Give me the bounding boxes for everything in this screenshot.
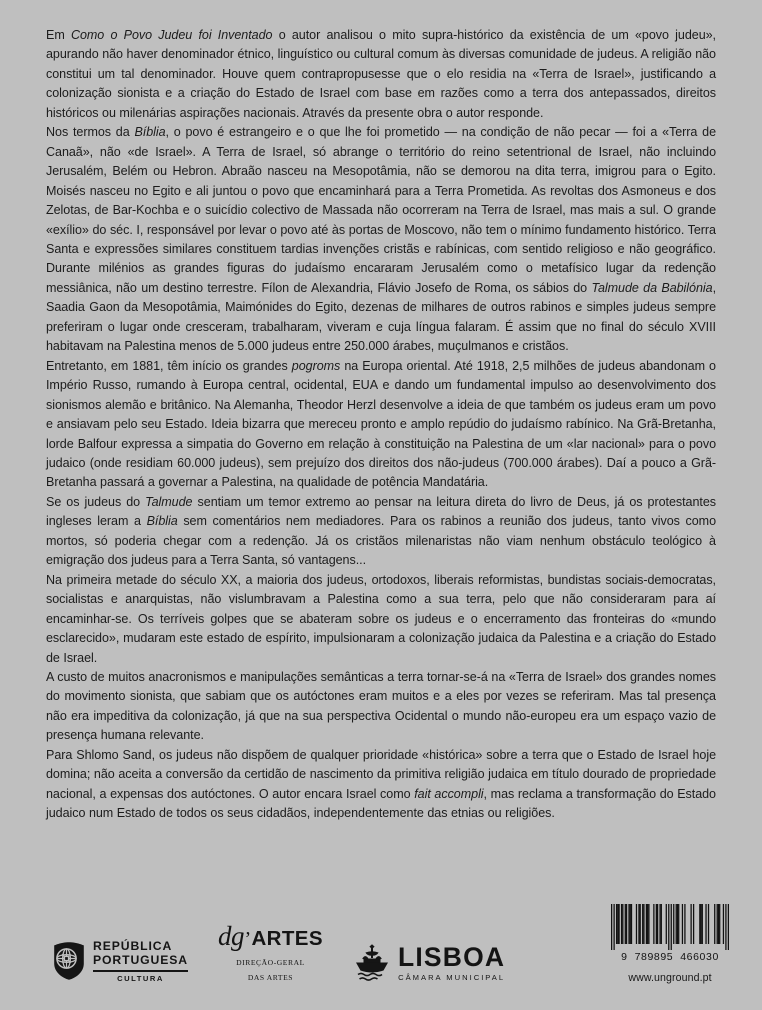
armillary-sphere-shield-icon [52,941,86,981]
ean13-barcode [611,904,729,950]
caravel-ship-ravens-icon [353,943,391,983]
blurb-paragraph-1: Em Como o Povo Judeu foi Inventado o autor analisou o mito supra-histórico da existência de um «povo judeu», apurando não haver denominador étnico, linguístico ou cultural comum às diversas comunidade de judeus. A religião não constitui um tal denominador. Houve quem contrapropusesse que o elo residia na «Terra de Israel», justificando a colonização sionista e a criação do Estado de Israel com base em razões como a terra dos antepassados, direitos históricos ou milenárias aspirações nacionais. Através da presente obra o autor responde. [46,28,716,120]
lisboa-line-1: LISBOA [397,941,506,972]
logo-lisboa-camara-municipal [353,943,505,983]
blurb-text-block [46,26,716,824]
barcode-block [606,904,734,984]
dgartes-dg: dg [218,920,244,951]
blurb-paragraph-3: Entretanto, em 1881, têm início os grandes pogroms na Europa oriental. Até 1918, 2,5 milhões de judeus abandonam o Império Russo, rumando à Europa central, ocidental, EUA e dando um fundamental impulso ao desenvolvimento dos sionismos alemão e britânico. Na Alemanha, Theodor Herzl desenvolve a ideia de que também os judeus eram um povo e ansiavam pelo seu Estado. Ideia bizarra que mereceu pronto e amplo repúdio do judaísmo rabínico. Na Grã-Bretanha, lorde Balfour expressa a simpatia do Governo em relação à constituição na Palestina de um «lar nacional» para o povo judaico (onde residiam 60.000 judeus), sem prejuízo dos direitos dos não-judeus (700.000 árabes). Daí a pouco a Grã-Bretanha passará a governar a Palestina, na qualidade de potência Mandatária. [46,358,716,490]
logo-republica-portuguesa [52,940,188,983]
blurb-paragraph-7: Para Shlomo Sand, os judeus não dispõem de qualquer prioridade «histórica» sobre a terra que o Estado de Israel hoje domina; não aceita a conversão da certidão de nascimento da primitiva religião judaica em título dourado de propriedade nacional, a expensas dos autóctones. O autor encara Israel como fait accompli, mas reclama a transformação do Estado judaico num Estado de todos os seus cidadãos, independentemente das etnias ou religiões. [46,747,716,821]
sponsor-logo-row [52,920,506,984]
dgartes-apostrophe: ’ [244,927,251,950]
lisboa-wordmark [397,941,506,983]
rp-line-3: CULTURA [117,974,164,984]
publisher-website: www.unground.pt [628,972,712,984]
blurb-paragraph-6: A custo de muitos anacronismos e manipulações semânticas a terra tornar-se-á na «Terra de Israel» dos grandes nomes do movimento sionista, que sabiam que os autóctones eram muitos e a eles por vezes se referiram. Mas tal presença não era impeditiva da colonização, já que na sua perspectiva Ocidental o mundo não-europeu era um espaço vazio de presença humana relevante. [46,669,716,743]
rp-line-2: PORTUGUESA [93,953,188,968]
dgartes-wordmark [218,920,323,951]
rp-line-1: REPÚBLICA [93,938,173,953]
blurb-paragraph-5: Na primeira metade do século XX, a maioria dos judeus, ortodoxos, liberais reformistas, bundistas sociais-democratas, socialistas e anarquistas, não vislumbravam a Palestina como a sua terra, pelo que não consideraram para aí encaminhar-se. Os terríveis golpes que se abateram sobre os judeus e o encerramento das fronteiras do «mundo esclarecido», mudaram este estado de espírito, impulsionaram a colonização judaica da Palestina e a criação do Estado de Israel. [46,572,716,665]
blurb-paragraph-2: Nos termos da Bíblia, o povo é estrangeiro e o que lhe foi prometido — na condição de não pecar — foi a «Terra de Canaã», não «de Israel». A Terra de Israel, só abrange o território do reino setentrional de Israel, não incluindo Jerusalém, Belém ou Hebron. Abraão nasceu na Mesopotâmia, não se demorou na dita terra, imigrou para o Egito. Moisés nasceu no Egito e ali juntou o povo que encaminhará para a Terra Prometida. As revoltas dos Asmoneus e dos Zelotas, de Bar-Kochba e o suicídio colectivo de Massada não ocorreram na Terra de Israel, mas mais a sul. O grande «exílio» do séc. I, responsável por levar o povo até às portas de Moscovo, não tem o mínimo fundamento histórico. Terra Santa e expressões similares constituem tardias invenções cristãs e rabínicas, com sentido religioso e não geográfico. Durante milénios as grandes figuras do judaísmo encararam Jerusalém como o metafísico lugar da redenção messiânica, não um destino terrestre. Fílon de Alexandria, Flávio Josefo de Roma, os sábios do Talmude da Babilónia, Saadia Gaon da Mesopotâmia, Maimónides do Egito, dezenas de milhares de outros rabinos e simples judeus sempre preferiram o lugar onde cresceram, trabalharam, viveram e cuja língua falaram. É assim que no final do século XVIII habitavam na Palestina menos de 5.000 judeus entre 250.000 árabes, muçulmanos e cristãos. [46,125,716,354]
dgartes-sub-line-1: DIREÇÃO-GERAL [236,957,305,967]
republica-portuguesa-wordmark [93,940,188,983]
blurb-paragraph-4: Se os judeus do Talmude sentiam um temor extremo ao pensar na leitura direta do livro de Deus, já os protestantes ingleses leram a Bíblia sem comentários nem mediadores. Para os rabinos a reunião dos judeus, tanto vivos como mortos, só poderia chegar com a redenção. Já os cristãos milenaristas não viam nenhum obstáculo teológico à emigração dos judeus para a Terra Santa, só vantagens... [46,494,717,568]
lisboa-line-2: CÂMARA MUNICIPAL [398,973,506,983]
cover-footer [0,880,762,1010]
barcode-digits: 9 789895 466030 [621,951,719,963]
dgartes-sub-line-2: DAS ARTES [247,973,294,983]
rp-divider [93,970,188,972]
dgartes-artes: ARTES [251,926,323,950]
logo-dgartes [218,920,323,983]
